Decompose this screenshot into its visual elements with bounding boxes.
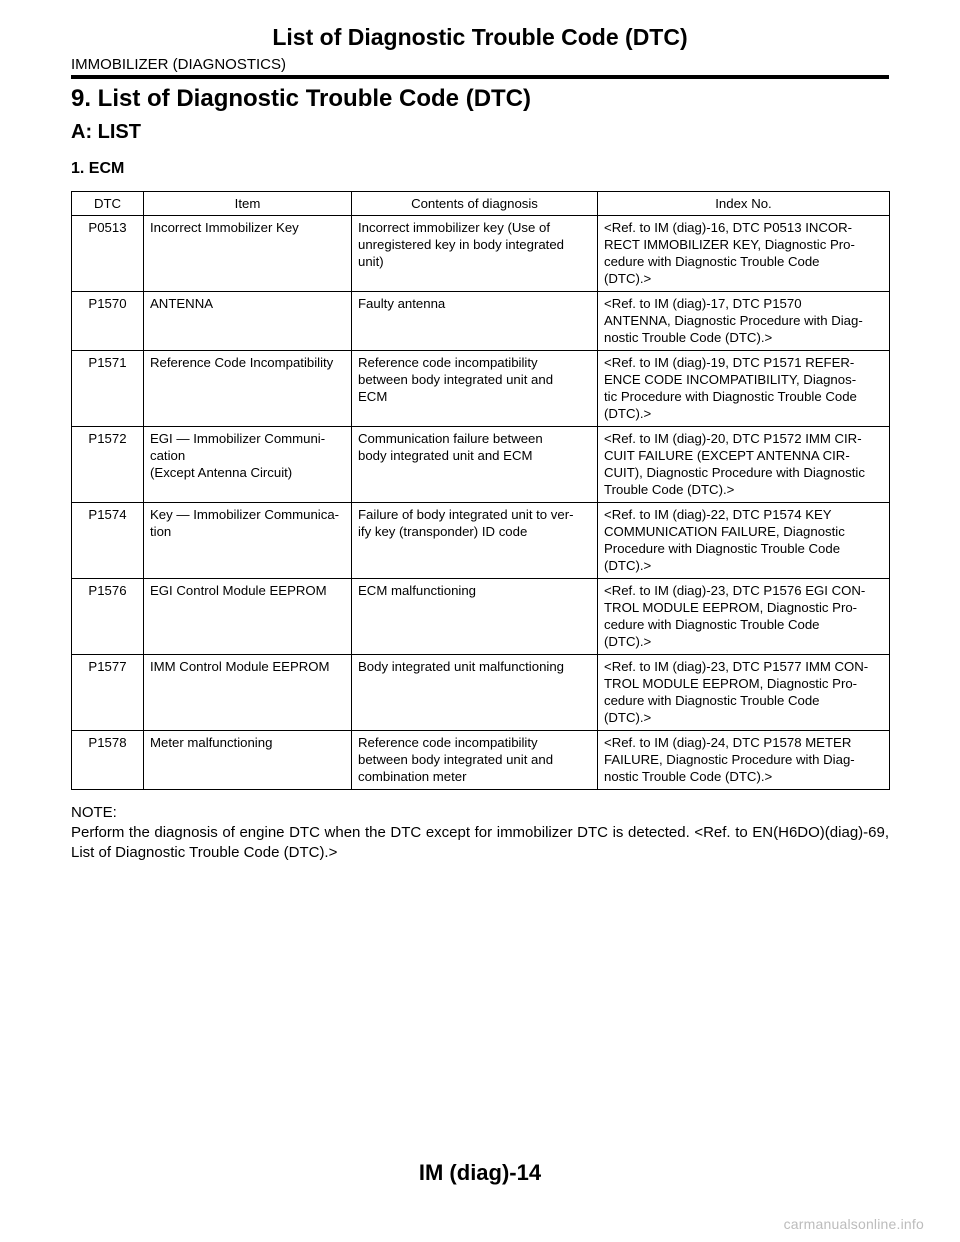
- dtc-table: [71, 191, 890, 790]
- page-header-section: IMMOBILIZER (DIAGNOSTICS): [71, 56, 287, 73]
- cell-line: tic Procedure with Diagnostic Trouble Code: [604, 389, 857, 404]
- table-row: [72, 351, 890, 427]
- cell-line: Incorrect Immobilizer Key: [150, 220, 299, 235]
- cell-line: unregistered key in body integrated: [358, 237, 565, 252]
- cell-index: [598, 351, 890, 427]
- page-header-title: List of Diagnostic Trouble Code (DTC): [272, 24, 688, 50]
- cell-index: [598, 579, 890, 655]
- column-header-index: Index No.: [598, 192, 890, 216]
- cell-line: Trouble Code (DTC).>: [604, 482, 735, 497]
- note-text: Perform the diagnosis of engine DTC when the DTC except for immobilizer DTC is detected. <Ref. to EN(H6DO)(diag)-69, List of Diagnostic Trouble Code (DTC).>: [71, 824, 889, 861]
- cell-contents: [352, 427, 598, 503]
- cell-dtc: P1571: [72, 351, 144, 427]
- cell-line: ANTENNA: [150, 296, 214, 311]
- cell-line: <Ref. to IM (diag)-19, DTC P1571 REFER-: [604, 355, 855, 370]
- cell-line: <Ref. to IM (diag)-16, DTC P0513 INCOR-: [604, 220, 853, 235]
- cell-dtc: P1574: [72, 503, 144, 579]
- cell-line: COMMUNICATION FAILURE, Diagnostic: [604, 524, 845, 539]
- cell-contents: [352, 503, 598, 579]
- cell-item: [144, 655, 352, 731]
- cell-contents: [352, 216, 598, 292]
- cell-line: FAILURE, Diagnostic Procedure with Diag-: [604, 752, 855, 767]
- cell-line: Reference Code Incompatibility: [150, 355, 334, 370]
- cell-dtc: P1577: [72, 655, 144, 731]
- column-header-contents: Contents of diagnosis: [352, 192, 598, 216]
- cell-line: CUIT FAILURE (EXCEPT ANTENNA CIR-: [604, 448, 850, 463]
- table-header-row: [72, 192, 890, 216]
- cell-line: Reference code incompatibility: [358, 355, 538, 370]
- cell-line: (DTC).>: [604, 710, 652, 725]
- table-row: [72, 503, 890, 579]
- cell-line: ENCE CODE INCOMPATIBILITY, Diagnos-: [604, 372, 857, 387]
- cell-line: body integrated unit and ECM: [358, 448, 533, 463]
- cell-line: Failure of body integrated unit to ver-: [358, 507, 574, 522]
- cell-line: RECT IMMOBILIZER KEY, Diagnostic Pro-: [604, 237, 855, 252]
- table-row: [72, 292, 890, 351]
- cell-item: [144, 292, 352, 351]
- table-row: [72, 579, 890, 655]
- cell-line: EGI — Immobilizer Communi-: [150, 431, 326, 446]
- header-rule: [71, 75, 889, 79]
- cell-line: (DTC).>: [604, 634, 652, 649]
- cell-contents: [352, 351, 598, 427]
- cell-line: between body integrated unit and: [358, 372, 554, 387]
- cell-line: IMM Control Module EEPROM: [150, 659, 330, 674]
- cell-line: EGI Control Module EEPROM: [150, 583, 327, 598]
- cell-line: combination meter: [358, 769, 467, 784]
- cell-item: [144, 731, 352, 790]
- cell-line: unit): [358, 254, 384, 269]
- cell-line: between body integrated unit and: [358, 752, 554, 767]
- cell-dtc: P1576: [72, 579, 144, 655]
- note-label: NOTE:: [71, 804, 117, 821]
- cell-line: Reference code incompatibility: [358, 735, 538, 750]
- module-heading: 1. ECM: [71, 160, 125, 177]
- cell-line: Incorrect immobilizer key (Use of: [358, 220, 550, 235]
- cell-line: <Ref. to IM (diag)-24, DTC P1578 METER: [604, 735, 852, 750]
- cell-line: <Ref. to IM (diag)-22, DTC P1574 KEY: [604, 507, 832, 522]
- cell-line: Faulty antenna: [358, 296, 446, 311]
- cell-line: <Ref. to IM (diag)-20, DTC P1572 IMM CIR-: [604, 431, 862, 446]
- cell-contents: [352, 292, 598, 351]
- cell-line: Procedure with Diagnostic Trouble Code: [604, 541, 841, 556]
- table-row: [72, 731, 890, 790]
- table-row: [72, 427, 890, 503]
- cell-line: nostic Trouble Code (DTC).>: [604, 769, 773, 784]
- cell-line: <Ref. to IM (diag)-17, DTC P1570: [604, 296, 802, 311]
- cell-item: [144, 351, 352, 427]
- cell-line: Key — Immobilizer Communica-: [150, 507, 340, 522]
- cell-line: ECM malfunctioning: [358, 583, 477, 598]
- watermark: carmanualsonline.info: [783, 1216, 924, 1232]
- cell-dtc: P1572: [72, 427, 144, 503]
- cell-line: cedure with Diagnostic Trouble Code: [604, 617, 820, 632]
- cell-item: [144, 503, 352, 579]
- cell-item: [144, 216, 352, 292]
- cell-index: [598, 655, 890, 731]
- cell-dtc: P1570: [72, 292, 144, 351]
- cell-line: (Except Antenna Circuit): [150, 465, 293, 480]
- subsection-heading: A: LIST: [71, 121, 141, 143]
- cell-line: <Ref. to IM (diag)-23, DTC P1577 IMM CON-: [604, 659, 869, 674]
- table-row: [72, 216, 890, 292]
- cell-line: (DTC).>: [604, 558, 652, 573]
- cell-index: [598, 731, 890, 790]
- cell-index: [598, 216, 890, 292]
- cell-item: [144, 427, 352, 503]
- cell-dtc: P0513: [72, 216, 144, 292]
- cell-line: cedure with Diagnostic Trouble Code: [604, 254, 820, 269]
- cell-line: tion: [150, 524, 172, 539]
- cell-contents: [352, 655, 598, 731]
- cell-item: [144, 579, 352, 655]
- cell-index: [598, 292, 890, 351]
- cell-line: (DTC).>: [604, 406, 652, 421]
- table-body: [72, 216, 890, 790]
- note-block: [71, 803, 889, 863]
- section-heading: 9. List of Diagnostic Trouble Code (DTC): [71, 85, 532, 112]
- page-number: IM (diag)-14: [418, 1160, 542, 1185]
- cell-index: [598, 427, 890, 503]
- column-header-dtc: DTC: [72, 192, 144, 216]
- cell-contents: [352, 579, 598, 655]
- cell-line: cedure with Diagnostic Trouble Code: [604, 693, 820, 708]
- cell-line: Communication failure between: [358, 431, 543, 446]
- cell-line: nostic Trouble Code (DTC).>: [604, 330, 773, 345]
- cell-line: CUIT), Diagnostic Procedure with Diagnostic: [604, 465, 865, 480]
- cell-line: (DTC).>: [604, 271, 652, 286]
- cell-line: cation: [150, 448, 186, 463]
- table-row: [72, 655, 890, 731]
- cell-index: [598, 503, 890, 579]
- cell-line: Body integrated unit malfunctioning: [358, 659, 565, 674]
- cell-dtc: P1578: [72, 731, 144, 790]
- cell-line: Meter malfunctioning: [150, 735, 273, 750]
- cell-line: ECM: [358, 389, 388, 404]
- cell-line: ify key (transponder) ID code: [358, 524, 528, 539]
- cell-line: <Ref. to IM (diag)-23, DTC P1576 EGI CON-: [604, 583, 866, 598]
- cell-contents: [352, 731, 598, 790]
- cell-line: TROL MODULE EEPROM, Diagnostic Pro-: [604, 676, 858, 691]
- cell-line: TROL MODULE EEPROM, Diagnostic Pro-: [604, 600, 858, 615]
- column-header-item: Item: [144, 192, 352, 216]
- cell-line: ANTENNA, Diagnostic Procedure with Diag-: [604, 313, 863, 328]
